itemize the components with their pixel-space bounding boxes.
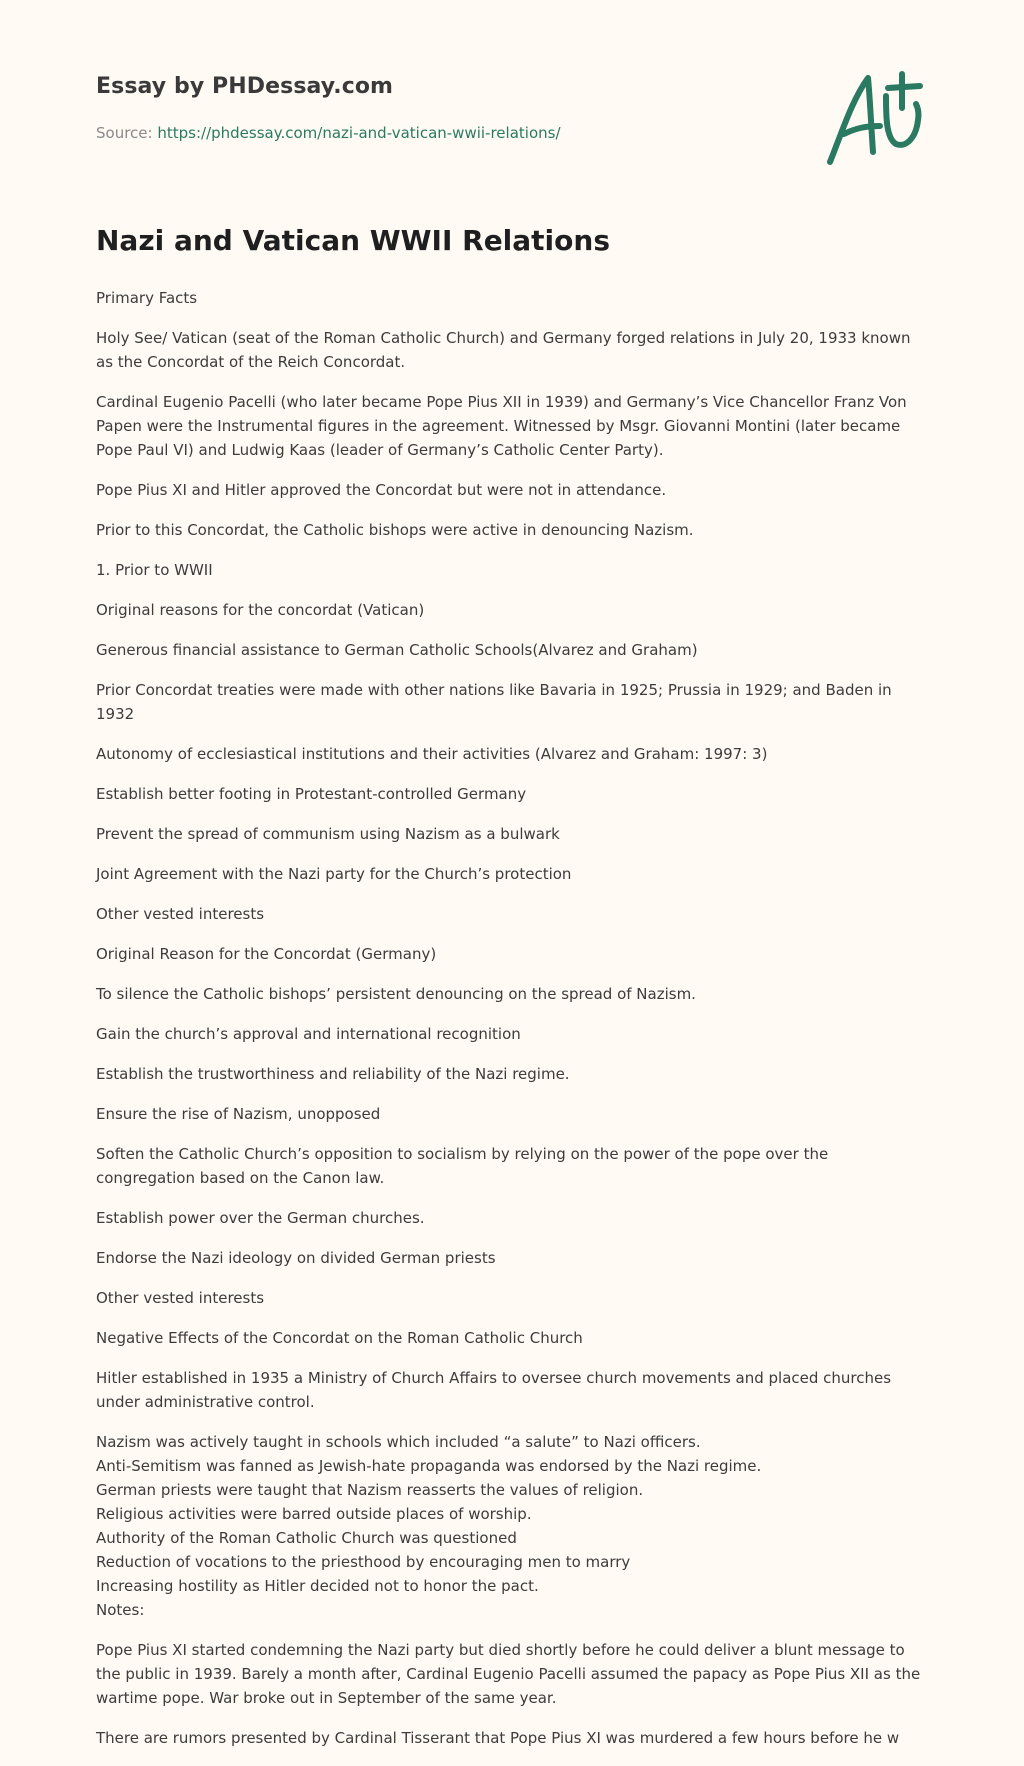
effects-line: Increasing hostility as Hitler decided not to honor the pact. bbox=[96, 1577, 539, 1595]
a-plus-logo-icon bbox=[822, 68, 932, 168]
source-label: Source: bbox=[96, 124, 153, 142]
paragraph: Joint Agreement with the Nazi party for the Church’s protection bbox=[96, 865, 572, 883]
paragraph: Generous financial assistance to German Catholic Schools(Alvarez and Graham) bbox=[96, 641, 698, 659]
site-title: Essay by PHDessay.com bbox=[96, 74, 394, 99]
effects-line: Authority of the Roman Catholic Church was questioned bbox=[96, 1529, 517, 1547]
paragraph: Endorse the Nazi ideology on divided German priests bbox=[96, 1249, 496, 1267]
paragraph: Other vested interests bbox=[96, 1289, 265, 1307]
paragraph: Prevent the spread of communism using Nazism as a bulwark bbox=[96, 825, 560, 843]
paragraph: There are rumors presented by Cardinal Tisserant that Pope Pius XI was murdered a few hours before he w bbox=[96, 1729, 900, 1747]
effects-line: German priests were taught that Nazism reasserts the values of religion. bbox=[96, 1481, 644, 1499]
source-line bbox=[96, 124, 561, 142]
effects-line: Religious activities were barred outside places of worship. bbox=[96, 1505, 532, 1523]
essay-body bbox=[96, 286, 928, 1766]
paragraph: Prior to this Concordat, the Catholic bishops were active in denouncing Nazism. bbox=[96, 521, 694, 539]
paragraph: 1. Prior to WWII bbox=[96, 561, 213, 579]
paragraph: Establish better footing in Protestant-controlled Germany bbox=[96, 785, 527, 803]
effects-list bbox=[96, 1430, 928, 1622]
notes-label: Notes: bbox=[96, 1601, 145, 1619]
effects-line: Anti-Semitism was fanned as Jewish-hate propaganda was endorsed by the Nazi regime. bbox=[96, 1457, 762, 1475]
paragraph: Gain the church’s approval and international recognition bbox=[96, 1025, 521, 1043]
paragraph: Establish power over the German churches. bbox=[96, 1209, 425, 1227]
effects-line: Nazism was actively taught in schools which included “a salute” to Nazi officers. bbox=[96, 1433, 701, 1451]
essay-title: Nazi and Vatican WWII Relations bbox=[96, 224, 610, 257]
paragraph: Ensure the rise of Nazism, unopposed bbox=[96, 1105, 381, 1123]
paragraph: Pope Pius XI started condemning the Nazi party but died shortly before he could deliver a blunt message to the public in 1939. Barely a month after, Cardinal Eugenio Pacelli assumed the papacy as Pope Pius XII as the wartime pope. War broke out in September of the same year. bbox=[96, 1641, 921, 1707]
paragraph: Autonomy of ecclesiastical institutions and their activities (Alvarez and Graham: 1997: 3) bbox=[96, 745, 768, 763]
paragraph: Hitler established in 1935 a Ministry of Church Affairs to oversee church movements and placed churches under administrative control. bbox=[96, 1369, 892, 1411]
paragraph: Cardinal Eugenio Pacelli (who later became Pope Pius XII in 1939) and Germany’s Vice Chancellor Franz Von Papen were the Instrumental figures in the agreement. Witnessed by Msgr. Giovanni Montini (later became Pope Paul VI) and Ludwig Kaas (leader of Germany’s Catholic Center Party). bbox=[96, 393, 907, 459]
paragraph: To silence the Catholic bishops’ persistent denouncing on the spread of Nazism. bbox=[96, 985, 696, 1003]
paragraph: Prior Concordat treaties were made with other nations like Bavaria in 1925; Prussia in 1929; and Baden in 1932 bbox=[96, 681, 892, 723]
paragraph: Pope Pius XI and Hitler approved the Concordat but were not in attendance. bbox=[96, 481, 667, 499]
effects-line: Reduction of vocations to the priesthood by encouraging men to marry bbox=[96, 1553, 631, 1571]
paragraph: Soften the Catholic Church’s opposition to socialism by relying on the power of the pope over the congregation based on the Canon law. bbox=[96, 1145, 829, 1187]
paragraph: Other vested interests bbox=[96, 905, 265, 923]
paragraph: Original reasons for the concordat (Vatican) bbox=[96, 601, 425, 619]
paragraph: Negative Effects of the Concordat on the Roman Catholic Church bbox=[96, 1329, 583, 1347]
source-link[interactable]: https://phdessay.com/nazi-and-vatican-wwii-relations/ bbox=[157, 124, 561, 142]
paragraph: Holy See/ Vatican (seat of the Roman Catholic Church) and Germany forged relations in July 20, 1933 known as the Concordat of the Reich Concordat. bbox=[96, 329, 911, 371]
paragraph: Establish the trustworthiness and reliability of the Nazi regime. bbox=[96, 1065, 570, 1083]
paragraph: Original Reason for the Concordat (Germany) bbox=[96, 945, 437, 963]
paragraph: Primary Facts bbox=[96, 289, 198, 307]
